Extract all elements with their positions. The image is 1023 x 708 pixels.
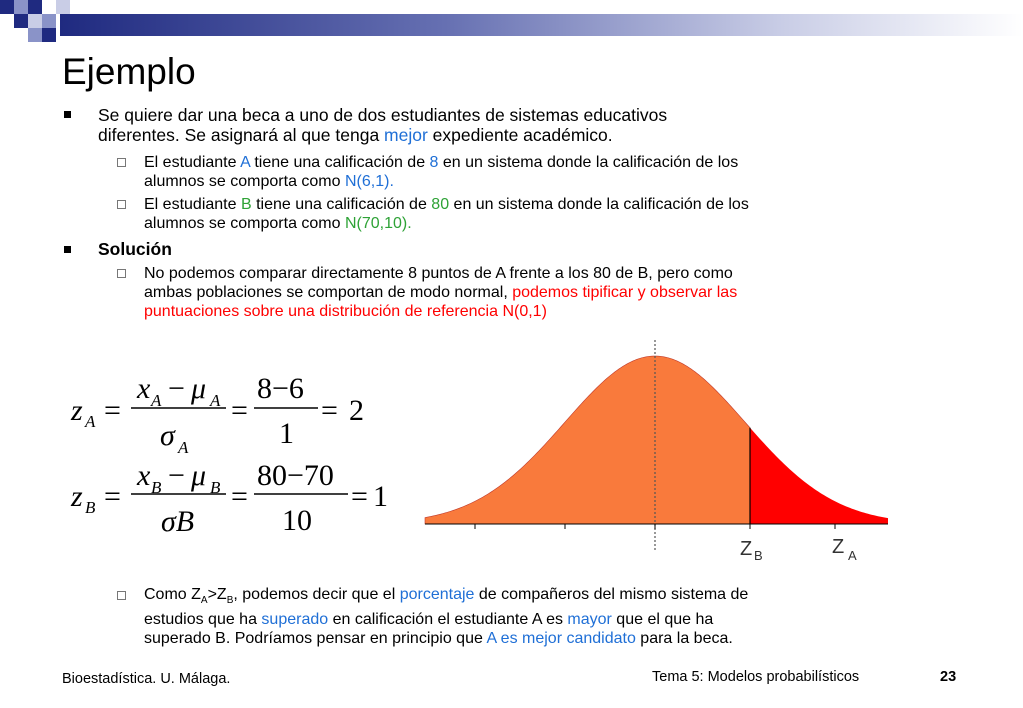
curve-tail-fill — [750, 428, 888, 524]
sub-bullet-marker — [117, 269, 126, 278]
axis-ticks — [475, 524, 835, 529]
svg-text:=: = — [231, 394, 248, 427]
svg-text:A: A — [178, 438, 189, 457]
bullet-marker — [64, 246, 71, 253]
svg-text:A: A — [85, 412, 96, 431]
svg-text:A: A — [151, 391, 162, 410]
svg-text:1: 1 — [279, 417, 294, 450]
svg-text:=: = — [321, 394, 338, 427]
bullet-line: diferentes. Se asignará al que tenga mejor expediente académico. — [98, 125, 613, 145]
svg-text:2: 2 — [349, 394, 364, 427]
decor-square — [42, 14, 56, 28]
svg-text:x: x — [137, 372, 151, 405]
decor-square — [14, 0, 28, 14]
svg-text:μ: μ — [191, 372, 207, 405]
svg-text:B: B — [151, 478, 162, 497]
solution-heading: Solución — [98, 239, 172, 259]
slide-title: Ejemplo — [62, 51, 196, 92]
svg-text:B: B — [85, 498, 96, 517]
sub-bullet-marker — [117, 200, 126, 209]
sub-bullet-marker — [117, 158, 126, 167]
sub-bullet-text: El estudiante A tiene una calificación de 8 en un sistema donde la calificación de los alumnos se comporta como N(6,1). — [144, 154, 739, 190]
decor-square — [28, 0, 42, 14]
sub-bullet-text: No podemos comparar directamente 8 puntos de A frente a los 80 de B, pero como ambas poblaciones se comportan de modo normal, podemos tipificar y observar las puntuaciones sobre una distribución de referencia N(0,1) — [144, 265, 738, 320]
curve-body-fill — [425, 356, 750, 524]
normal-curve-chart — [420, 338, 900, 568]
svg-text:=: = — [104, 394, 121, 427]
za-label-sub: A — [848, 548, 857, 563]
decor-square — [28, 28, 42, 42]
formula-za — [66, 365, 386, 460]
svg-text:1: 1 — [373, 480, 388, 513]
sub-bullet-marker — [117, 591, 126, 600]
sub-bullet-text: El estudiante B tiene una calificación de 80 en un sistema donde la calificación de los alumnos se comporta como N(70,10). — [144, 196, 749, 232]
svg-text:80−70: 80−70 — [257, 459, 334, 492]
decor-square — [56, 0, 70, 14]
svg-text:8−6: 8−6 — [257, 372, 304, 405]
svg-text:−: − — [168, 459, 185, 492]
footer-center: Tema 5: Modelos probabilísticos — [652, 669, 860, 685]
zb-label-sub: B — [754, 548, 763, 563]
formula-zb — [66, 458, 396, 543]
zb-label: Z — [740, 538, 753, 560]
za-label: Z — [832, 536, 845, 558]
svg-text:z: z — [71, 394, 83, 427]
svg-text:x: x — [137, 459, 151, 492]
svg-text:B: B — [210, 478, 221, 497]
svg-text:=: = — [351, 480, 368, 513]
decor-square — [42, 28, 56, 42]
decor-square — [28, 14, 42, 28]
bullet-text — [98, 105, 667, 145]
bullet-line: Se quiere dar una beca a uno de dos estudiantes de sistemas educativos — [98, 105, 668, 125]
bullet-marker — [64, 111, 71, 118]
svg-text:z: z — [71, 480, 83, 513]
svg-text:=: = — [104, 480, 121, 513]
sub-bullet-text: Como $Z_A>Z_B$, podemos decir que el porcentaje de compañeros del mismo sistema de estudios que ha superado en calificación el estudiante A es mayor que el que ha superado B. Podríamos pensar en principio que A es mejor candidato para la beca. — [144, 586, 749, 648]
svg-text:μ: μ — [191, 459, 207, 492]
page-number: 23 — [940, 669, 957, 685]
svg-text:A: A — [210, 391, 221, 410]
svg-text:10: 10 — [282, 504, 312, 537]
header-gradient-bar — [60, 14, 1023, 36]
svg-text:σ: σ — [160, 419, 175, 452]
svg-text:−: − — [168, 372, 185, 405]
footer-left: Bioestadística. U. Málaga. — [62, 671, 231, 687]
svg-text:σB: σB — [161, 505, 195, 538]
decor-square — [14, 14, 28, 28]
svg-text:=: = — [231, 480, 248, 513]
decor-square — [0, 0, 14, 14]
